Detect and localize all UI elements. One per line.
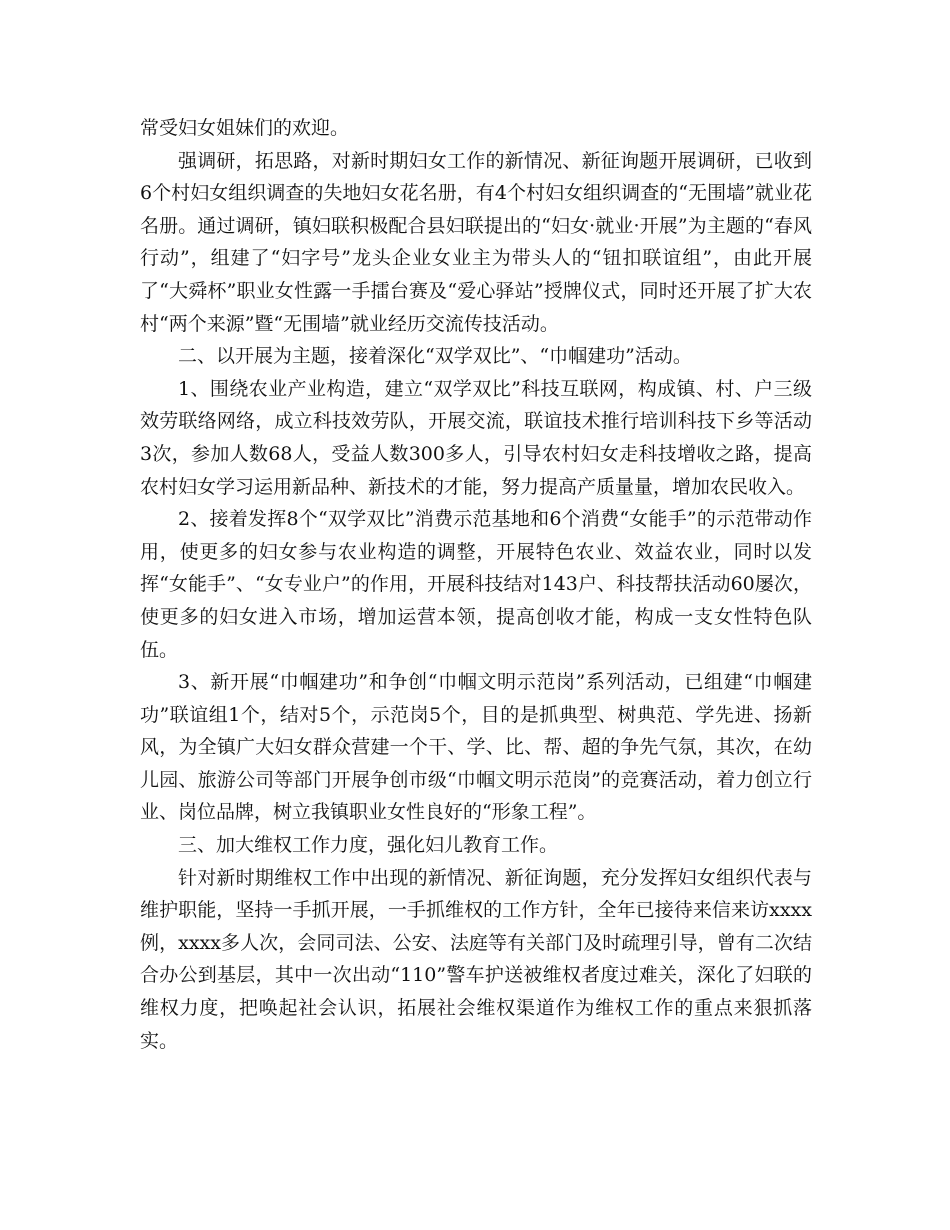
paragraph: 针对新时期维权工作中出现的新情况、新征询题，充分发挥妇女组织代表与维护职能，坚持一手抓开展，一手抓维权的工作方针，全年已接待来信来访xxxx例，xxxx多人次，会同司法、公安、法庭等有关部门及时疏理引导，曾有二次结合办公到基层，其中一次出动“110”警车护送被维权者度过难关，深化了妇联的维权力度，把唤起社会认识，拓展社会维权渠道作为维权工作的重点来狠抓落实。 [140,866,812,1052]
paragraph: 强调研，拓思路，对新时期妇女工作的新情况、新征询题开展调研，已收到6个村妇女组织调查的失地妇女花名册，有4个村妇女组织调查的“无围墙”就业花名册。通过调研，镇妇联积极配合县妇联提出的“妇女·就业·开展”为主题的“春风行动”，组建了“妇字号”龙头企业女业主为带头人的“钮扣联谊组”，由此开展了“大舜杯”职业女性露一手擂台赛及“爱心驿站”授牌仪式，同时还开展了扩大农村“两个来源”暨“无围墙”就业经历交流传技活动。 [140,149,812,335]
paragraph: 常受妇女姐妹们的欢迎。 [140,117,350,139]
paragraph: 1、围绕农业产业构造，建立“双学双比”科技互联网，构成镇、村、户三级效劳联络网络，成立科技效劳队，开展交流，联谊技术推行培训科技下乡等活动3次，参加人数68人，受益人数300多人，引导农村妇女走科技增收之路，提高农村妇女学习运用新品种、新技术的才能，努力提高产质量量，增加农民收入。 [140,377,812,498]
section-heading: 三、加大维权工作力度，强化妇儿教育工作。 [178,834,559,857]
paragraph: 3、新开展“巾帼建功”和争创“巾帼文明示范岗”系列活动，已组建“巾帼建功”联谊组1个，结对5个，示范岗5个，目的是抓典型、树典范、学先进、扬新风，为全镇广大妇女群众营建一个干、学、比、帮、超的争先气氛，其次，在幼儿园、旅游公司等部门开展争创市级“巾帼文明示范岗”的竞赛活动，着力创立行业、岗位品牌，树立我镇职业女性良好的“形象工程”。 [140,671,812,824]
paragraph: 2、接着发挥8个“双学双比”消费示范基地和6个消费“女能手”的示范带动作用，使更多的妇女参与农业构造的调整，开展特色农业、效益农业，同时以发挥“女能手”、“女专业户”的作用，开展科技结对143户、科技帮扶活动60屡次，使更多的妇女进入市场，增加运营本领，提高创收才能，构成一支女性特色队伍。 [140,508,812,661]
section-heading: 二、以开展为主题，接着深化“双学双比”、“巾帼建功”活动。 [178,345,692,368]
document-body [140,112,812,1057]
